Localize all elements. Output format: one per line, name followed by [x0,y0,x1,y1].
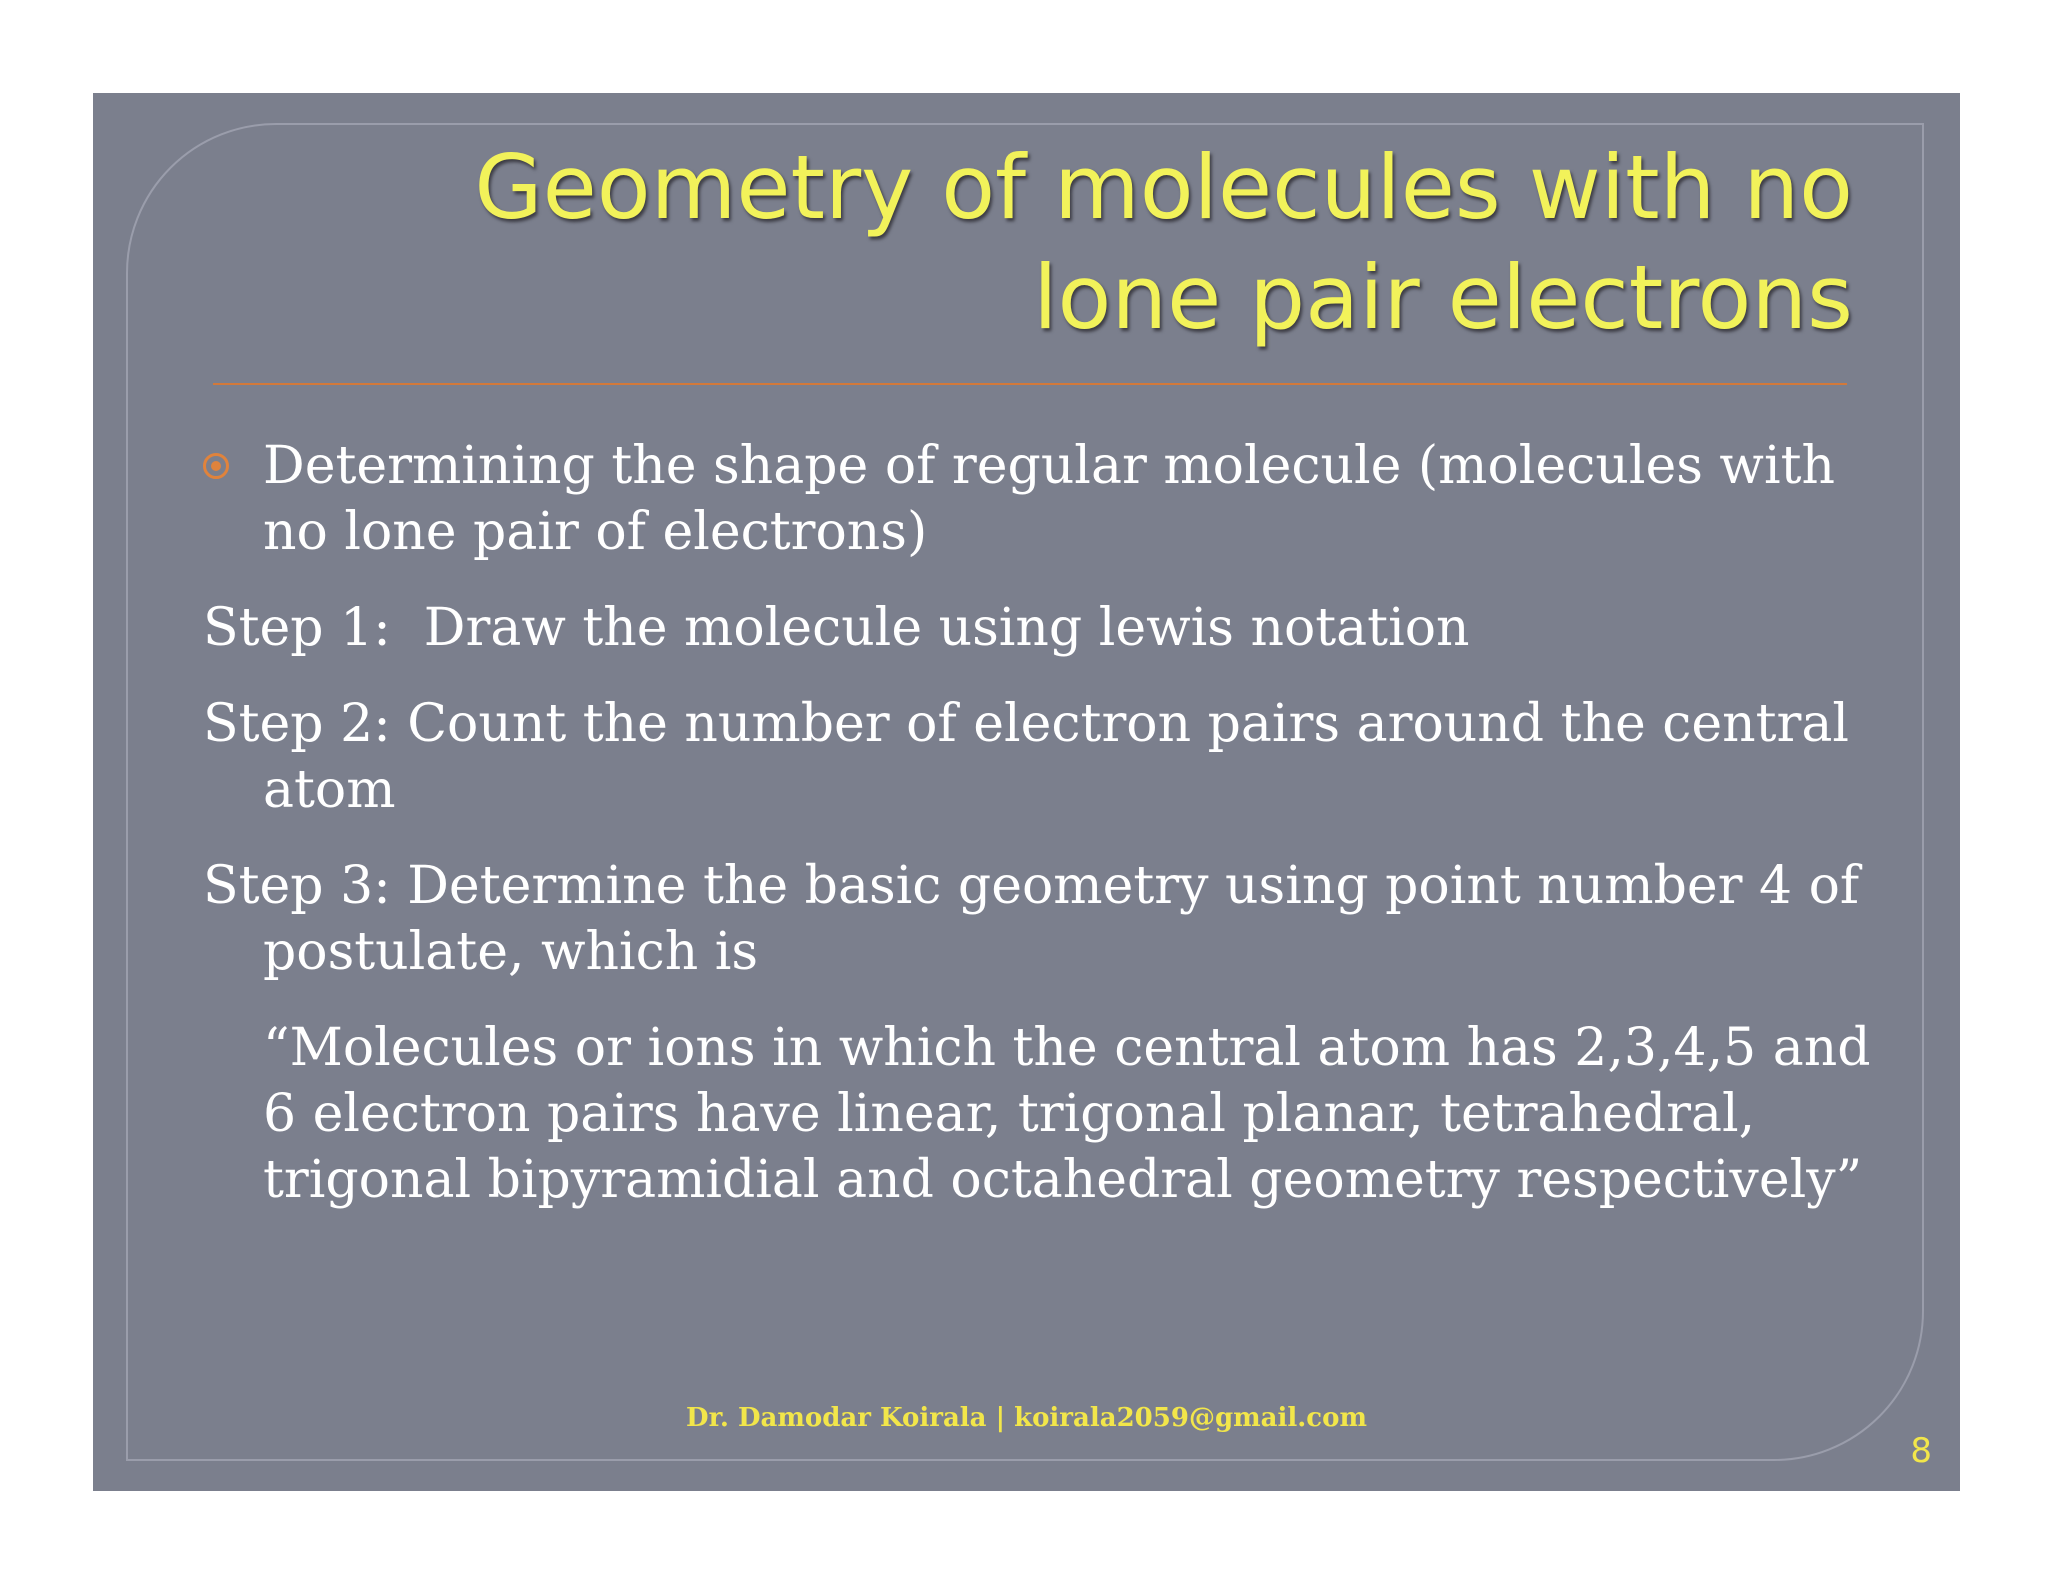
title-divider [213,383,1847,385]
bullet-text: Determining the shape of regular molecule (molecules with no lone pair of electrons) [263,436,1835,562]
postulate-quote: “Molecules or ions in which the central atom has 2,3,4,5 and 6 electron pairs have linear, trigonal planar, tetrahedral, trigonal bipyramidial and octahedral geometry respectively” [263,1018,1871,1210]
title-line-2: lone pair electrons [1033,246,1853,349]
slide [93,93,1960,1491]
footer-author: Dr. Damodar Koirala | koirala2059@gmail.com [686,1403,1367,1433]
bullet-item [203,433,1883,565]
step-1: Step 1: Draw the molecule using lewis notation [203,598,1470,658]
title-line-1: Geometry of molecules with no [474,136,1853,239]
step-2: Step 2: Count the number of electron pairs around the central atom [203,694,1866,820]
slide-title [353,133,1853,353]
circle-bullet-icon [203,453,229,479]
step-3: Step 3: Determine the basic geometry using point number 4 of postulate, which is [203,856,1876,982]
page-number: 8 [1910,1431,1932,1471]
slide-content [203,433,1883,1213]
